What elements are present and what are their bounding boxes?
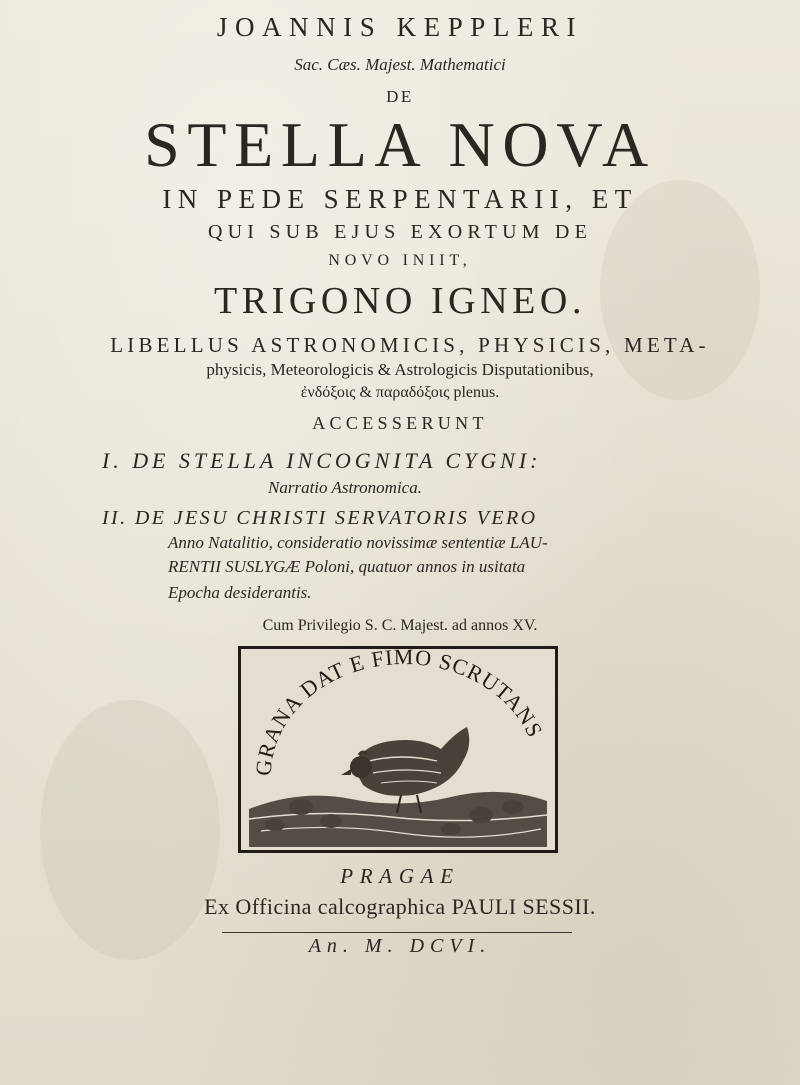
privilege-line: Cum Privilegio S. C. Majest. ad annos XV. [262,617,538,634]
imprint-rule [222,932,572,933]
imprint-printer: Ex Officina calcographica PAULI SESSII. [204,894,596,919]
subtitle-line-2: QUI SUB EJUS EXORTUM DE [208,221,592,243]
libellus-line: LIBELLUS ASTRONOMICIS, PHYSICIS, META- [110,333,710,357]
imprint-date: An. M. DCVI. [308,935,492,957]
appendix-item-2-line-4: Epocha desiderantis. [168,583,312,602]
appendix-item-1: I. DE STELLA INCOGNITA CYGNI: [102,448,542,473]
subtitle-line-3: NOVO INIIT, [328,252,472,269]
imprint-place: PRAGAE [340,864,460,888]
de-word: DE [386,87,414,106]
paper-stain [40,700,220,960]
accesserunt-heading: ACCESSERUNT [312,413,488,433]
main-title: STELLA NOVA [144,109,656,180]
physicis-line: physicis, Meteorologicis & Astrologicis Disputationibus, [206,360,594,379]
author-name: JOANNIS KEPPLERI [216,12,584,42]
appendix-item-2-line-3: RENTII SUSLYGÆ Poloni, quatuor annos in usitata [168,557,526,576]
subtitle-line-1: IN PEDE SERPENTARII, ET [162,184,638,214]
woodcut-motto: GRANA DAT E FIMO SCRUTANS [250,649,548,777]
subtitle-trigono: TRIGONO IGNEO. [213,280,586,322]
hen-emblem-image [241,649,555,850]
appendix-item-2-line-2: Anno Natalitio, consideratio novissimæ sententiæ LAU- [168,533,548,552]
printer-device-woodcut [238,646,558,853]
appendix-item-1-sub: Narratio Astronomica. [268,478,422,497]
author-title: Sac. Cæs. Majest. Mathematici [294,55,506,74]
endoxois-line: ἐνδόξοις & παραδόξοις plenus. [300,384,500,401]
appendix-item-2: II. DE JESU CHRISTI SERVATORIS VERO [102,507,538,529]
